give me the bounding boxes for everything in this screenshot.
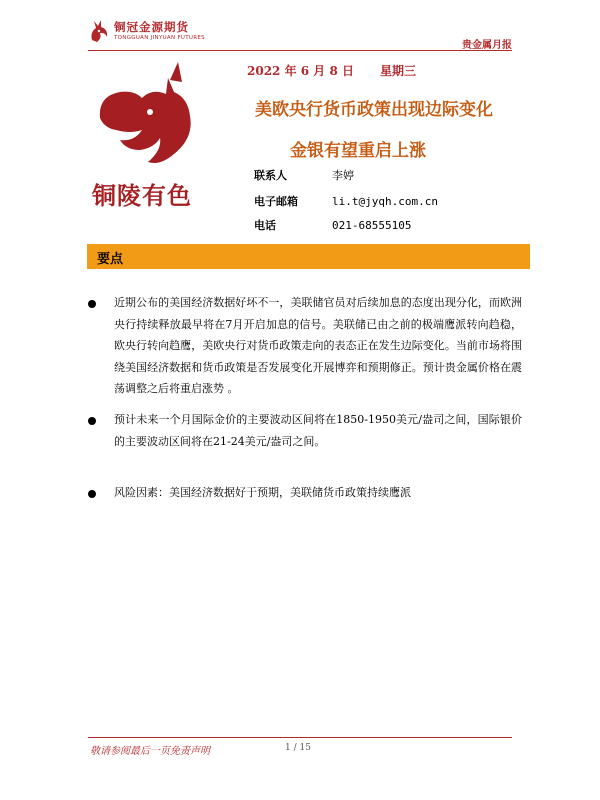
report-title-line1: 美欧央行货币政策出现边际变化	[255, 100, 493, 120]
report-weekday: 星期三	[380, 64, 417, 78]
bullet-dot-icon	[88, 490, 96, 498]
section-header-bar	[87, 244, 530, 269]
contact-email-row	[254, 193, 438, 209]
brand-emblem-icon	[90, 58, 222, 178]
company-name-en: TONGGUAN JINYUAN FUTURES	[114, 35, 205, 41]
contact-person-label: 联系人	[254, 169, 287, 182]
contact-person-row	[254, 167, 354, 183]
risk-factor-paragraph: 风险因素：美国经济数据好于预期，美联储货币政策持续鹰派	[114, 486, 411, 499]
bullet-dot-icon	[88, 417, 96, 425]
page-number: 1 / 15	[285, 743, 311, 753]
contact-person-name: 李婷	[332, 169, 354, 182]
section-title: 要点	[97, 252, 124, 267]
contact-email-link[interactable]: li.t@jyqh.com.cn	[332, 195, 438, 208]
key-point-paragraph: 近期公布的美国经济数据好坏不一，美联储官员对后续加息的态度出现分化，而欧洲央行持续释放最早将在7月开启加息的信号。美联储已由之前的极端鹰派转向趋稳，欧央行转向趋鹰，美欧央行对货币政策走向的表态正在发生边际变化。当前市场将围绕美国经济数据和货币政策是否发展变化开展博弈和预期修正。预计贵金属价格在震荡调整之后将重启涨势 。	[114, 296, 522, 395]
footer-divider	[88, 737, 512, 738]
header-divider	[88, 50, 512, 51]
contact-email-label: 电子邮箱	[254, 195, 298, 208]
contact-phone-value: 021-68555105	[332, 219, 412, 232]
footer-disclaimer: 敬请参阅最后一页免责声明	[90, 746, 210, 757]
key-point-paragraph: 预计未来一个月国际金价的主要波动区间将在1850-1950美元/盎司之间，国际银价的主要波动区间将在21-24美元/盎司之间。	[114, 413, 522, 448]
brand-script-text: 铜陵有色	[92, 181, 192, 210]
report-date: 2022 年 6 月 8 日	[247, 64, 354, 78]
contact-phone-label: 电话	[254, 219, 276, 232]
deer-horse-logo-icon	[88, 18, 112, 46]
company-name-cn: 铜冠金源期货	[114, 20, 189, 34]
report-type: 贵金属月报	[462, 40, 512, 51]
company-logo	[88, 18, 205, 48]
brand-emblem	[90, 58, 222, 228]
bullet-dot-icon	[88, 300, 96, 308]
report-date-line	[247, 62, 416, 79]
contact-phone-row	[254, 217, 411, 233]
report-title-line2: 金银有望重启上涨	[290, 141, 426, 161]
